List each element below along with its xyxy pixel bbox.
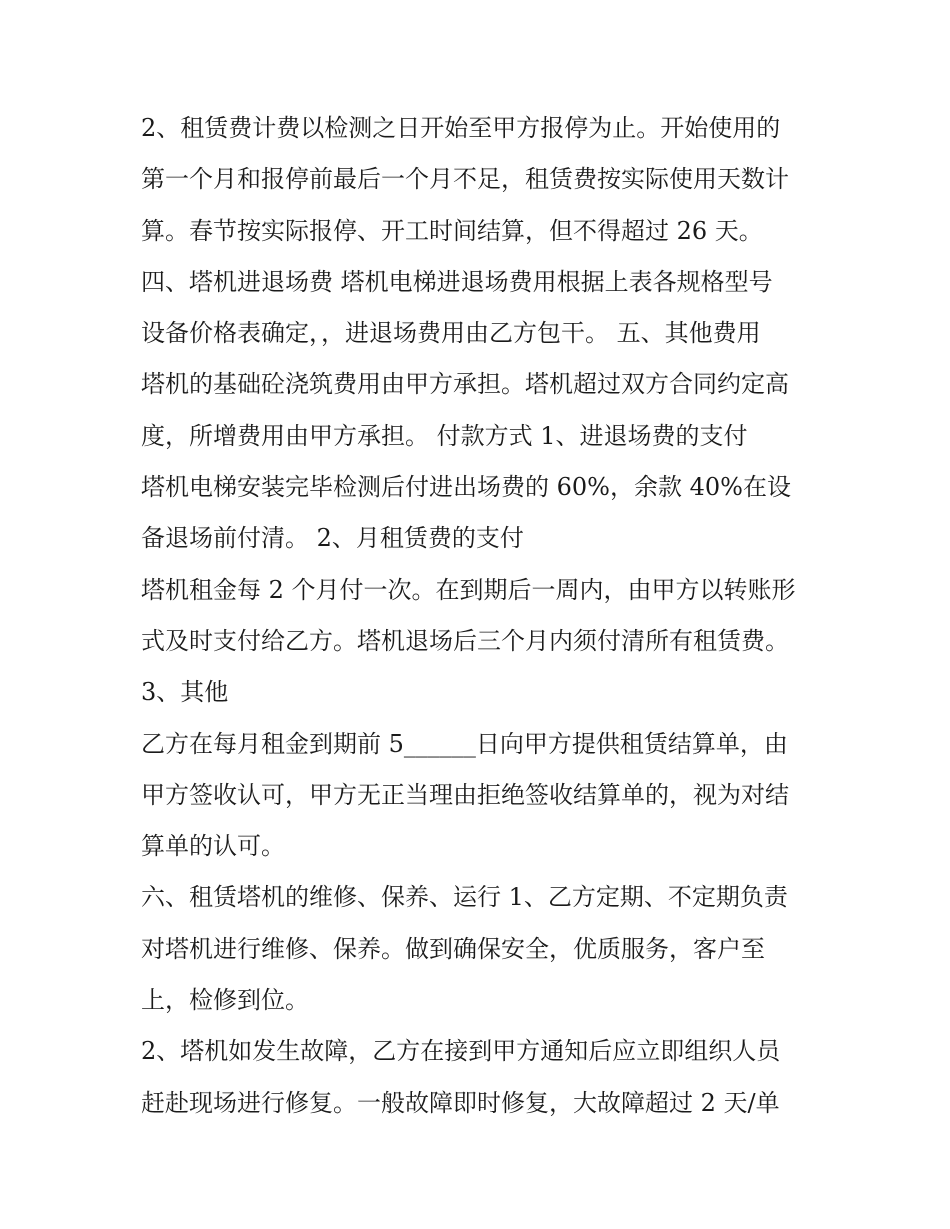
text-line: 甲方签收认可，甲方无正当理由拒绝签收结算单的，视为对结 [141, 780, 789, 809]
text-line: 式及时支付给乙方。塔机退场后三个月内须付清所有租赁费。 [141, 626, 789, 655]
text-line: 2、租赁费计费以检测之日开始至甲方报停为止。开始使用的 [141, 114, 781, 142]
text-line: 六、租赁塔机的维修、保养、运行 1、乙方定期、不定期负责 [141, 883, 788, 912]
text-line: 第一个月和报停前最后一个月不足，租赁费按实际使用天数计 [141, 165, 789, 194]
text-line: 塔机的基础砼浇筑费用由甲方承担。塔机超过双方合同约定高 [141, 370, 789, 399]
text-line: 设备价格表确定，，进退场费用由乙方包干。 五、其他费用 [141, 319, 761, 348]
text-line: 3、其他 [141, 678, 229, 707]
text-line: 赶赴现场进行修复。一般故障即时修复，大故障超过 2 天/单 [141, 1088, 780, 1117]
text-line: 上，检修到位。 [141, 986, 309, 1015]
text-line: 算单的认可。 [141, 832, 285, 861]
text-line: 2、塔机如发生故障，乙方在接到甲方通知后应立即组织人员 [141, 1037, 781, 1066]
text-line: 度，所增费用由甲方承担。 付款方式 1、进退场费的支付 [141, 421, 748, 450]
text-line: 算。春节按实际报停、开工时间结算，但不得超过 26 天。 [141, 216, 763, 245]
contract-text-body [141, 103, 821, 1129]
text-line: 四、塔机进退场费 塔机电梯进退场费用根据上表各规格型号 [141, 267, 773, 296]
text-line: 乙方在每月租金到期前 5______日向甲方提供租赁结算单，由 [141, 729, 788, 758]
text-line: 对塔机进行维修、保养。做到确保安全，优质服务，客户至 [141, 934, 765, 963]
text-line: 塔机租金每 2 个月付一次。在到期后一周内，由甲方以转账形 [141, 575, 796, 604]
text-line: 塔机电梯安装完毕检测后付进出场费的 60%，余款 40%在设 [141, 473, 791, 502]
text-line: 备退场前付清。 2、月租赁费的支付 [141, 524, 524, 553]
